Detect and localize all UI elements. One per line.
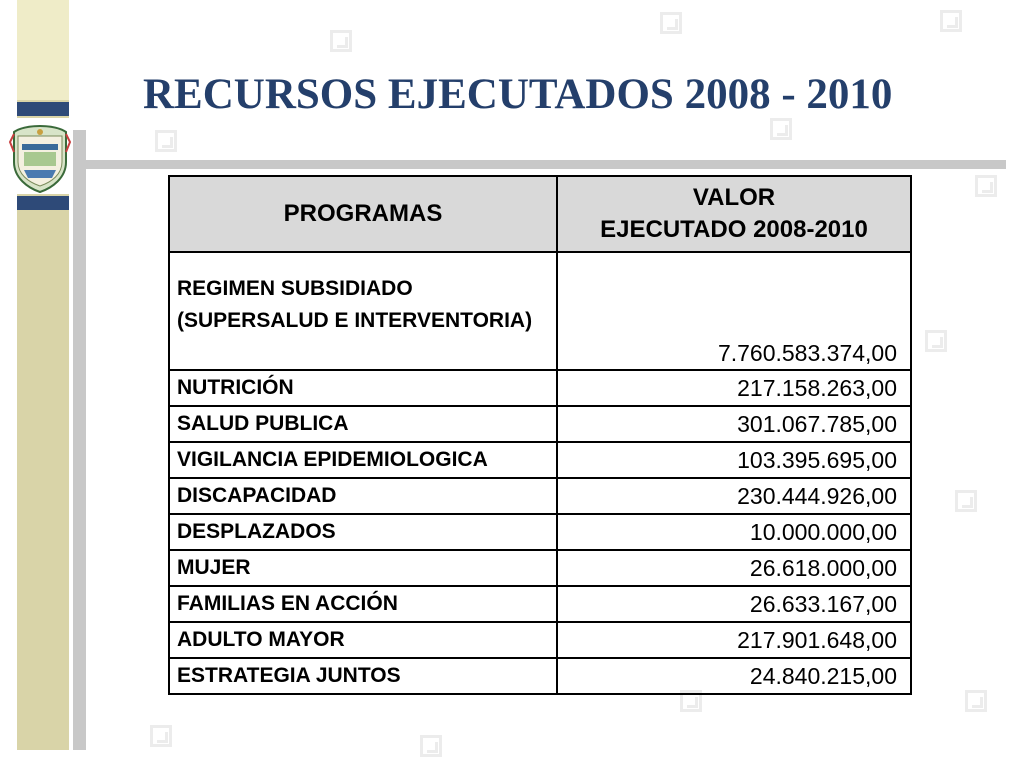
table-header-row: [169, 176, 911, 252]
row-label: MUJER: [169, 550, 557, 586]
row-label: SALUD PUBLICA: [169, 406, 557, 442]
row-label: [169, 252, 557, 370]
row-value: 7.760.583.374,00: [557, 252, 911, 370]
row-value: 26.633.167,00: [557, 586, 911, 622]
watermark-pattern-icon: [660, 12, 682, 34]
vertical-divider: [73, 130, 86, 750]
table-row: [169, 586, 911, 622]
row-value: 10.000.000,00: [557, 514, 911, 550]
table-row: [169, 478, 911, 514]
table-row: [169, 406, 911, 442]
table-row: [169, 442, 911, 478]
slide-title: RECURSOS EJECUTADOS 2008 - 2010: [143, 71, 893, 118]
side-stripe-highlight: [17, 0, 69, 100]
row-label: FAMILIAS EN ACCIÓN: [169, 586, 557, 622]
watermark-pattern-icon: [925, 330, 947, 352]
side-stripe: [17, 0, 69, 750]
header-programas: PROGRAMAS: [169, 176, 557, 252]
row-label-line1: REGIMEN SUBSIDIADO: [177, 277, 413, 300]
row-label: DISCAPACIDAD: [169, 478, 557, 514]
row-label: DESPLAZADOS: [169, 514, 557, 550]
watermark-pattern-icon: [330, 30, 352, 52]
watermark-pattern-icon: [940, 10, 962, 32]
watermark-pattern-icon: [155, 130, 177, 152]
coat-of-arms-logo: [8, 122, 72, 194]
table-row: [169, 550, 911, 586]
table-row: [169, 622, 911, 658]
watermark-pattern-icon: [420, 735, 442, 757]
row-label-line2: (SUPERSALUD E INTERVENTORIA): [177, 309, 533, 332]
side-band-bottom: [17, 196, 69, 210]
row-label: ESTRATEGIA JUNTOS: [169, 658, 557, 694]
title-container: [143, 70, 963, 119]
row-value: 103.395.695,00: [557, 442, 911, 478]
row-value: 217.901.648,00: [557, 622, 911, 658]
row-value: 301.067.785,00: [557, 406, 911, 442]
watermark-pattern-icon: [955, 490, 977, 512]
header-valor-line1: VALOR: [692, 184, 776, 211]
watermark-pattern-icon: [975, 175, 997, 197]
row-label: VIGILANCIA EPIDEMIOLOGICA: [169, 442, 557, 478]
resources-table: [168, 175, 912, 695]
table-row: [169, 370, 911, 406]
row-value: 24.840.215,00: [557, 658, 911, 694]
watermark-pattern-icon: [770, 118, 792, 140]
row-value: 26.618.000,00: [557, 550, 911, 586]
row-label: ADULTO MAYOR: [169, 622, 557, 658]
watermark-pattern-icon: [150, 725, 172, 747]
watermark-pattern-icon: [965, 690, 987, 712]
header-valor-line2: EJECUTADO 2008-2010: [600, 216, 868, 243]
side-band-top: [17, 102, 69, 116]
horizontal-divider: [73, 160, 1006, 169]
table-row: [169, 514, 911, 550]
table-row: [169, 658, 911, 694]
row-value: 230.444.926,00: [557, 478, 911, 514]
row-value: 217.158.263,00: [557, 370, 911, 406]
header-valor: [557, 176, 911, 252]
table-row: [169, 252, 911, 370]
row-label: NUTRICIÓN: [169, 370, 557, 406]
